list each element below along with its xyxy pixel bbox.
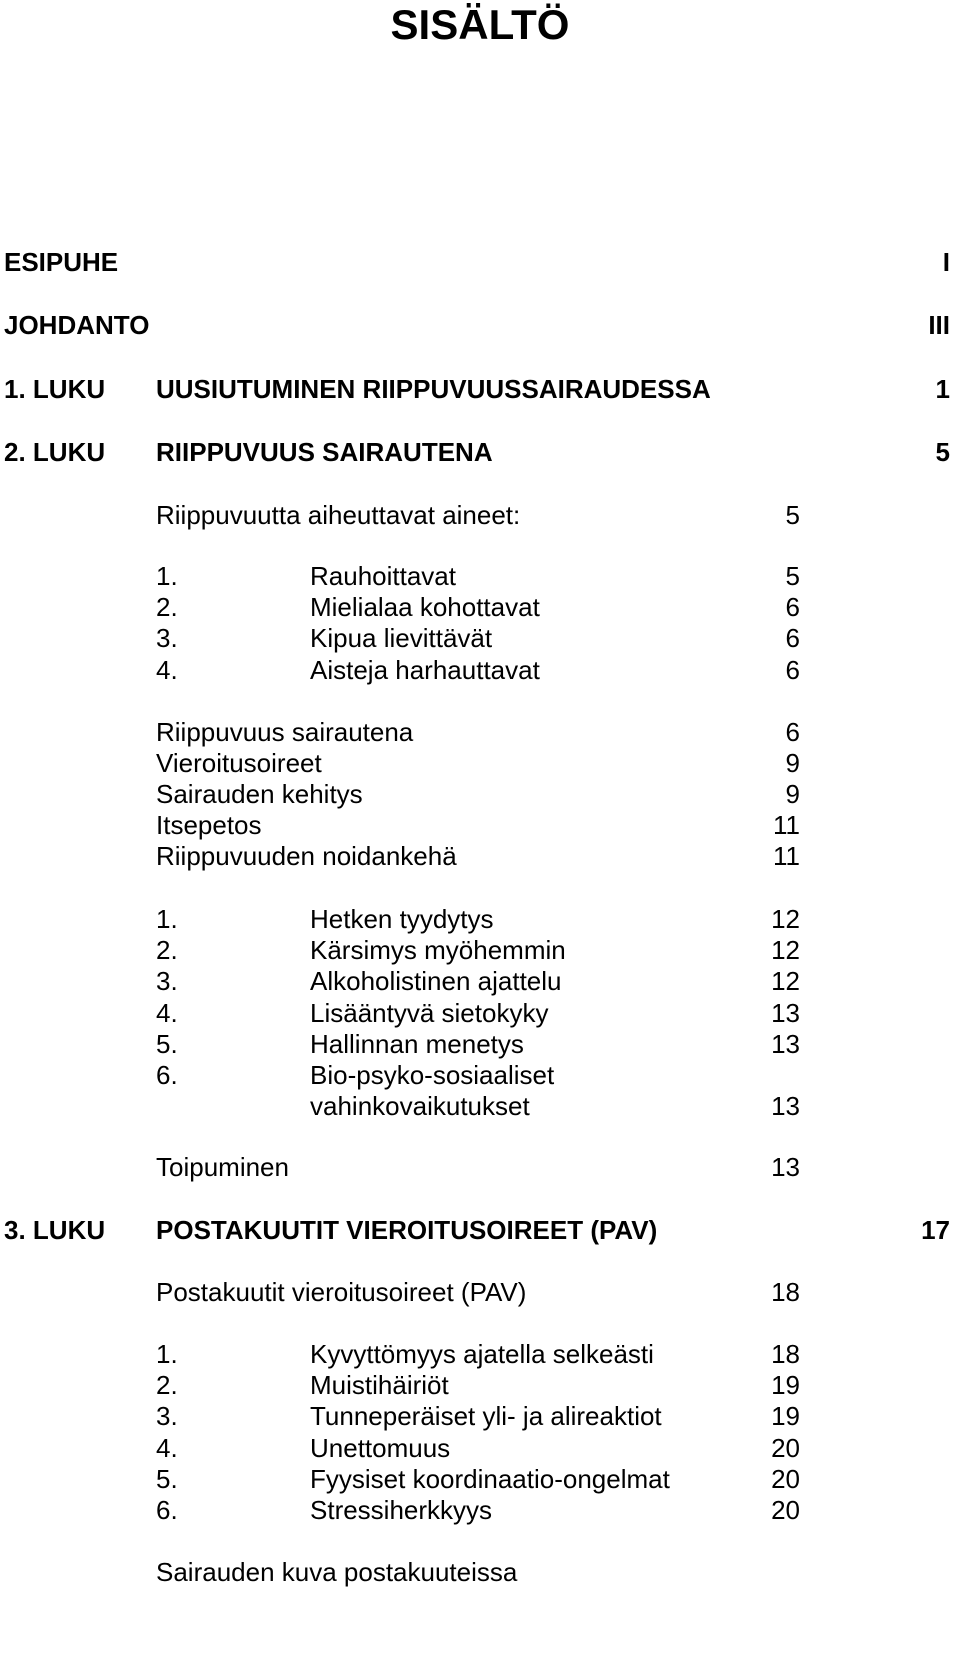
- toc-item: [0, 903, 960, 935]
- item-number: 1.: [156, 1339, 178, 1369]
- chapter-title: POSTAKUUTIT VIEROITUSOIREET (PAV): [156, 1215, 658, 1245]
- item-label: vahinkovaikutukset: [310, 1091, 530, 1121]
- item-label: Hetken tyydytys: [310, 904, 494, 934]
- chapter-number: 2. LUKU: [4, 437, 106, 467]
- toc-section: [0, 840, 960, 872]
- chapter-number: 1. LUKU: [4, 374, 106, 404]
- item-number: 2.: [156, 935, 178, 965]
- toc-label: JOHDANTO: [4, 310, 150, 340]
- toc-item: [0, 1059, 960, 1091]
- toc-page: 9: [785, 748, 800, 778]
- item-label: Muistihäiriöt: [310, 1370, 449, 1400]
- toc-item: [0, 997, 960, 1029]
- toc-item: [0, 1338, 960, 1370]
- toc-chapter-3: [0, 1214, 960, 1246]
- toc-item: [0, 654, 960, 686]
- toc-section: [0, 499, 960, 531]
- chapter-number: 3. LUKU: [4, 1215, 106, 1245]
- item-label: Hallinnan menetys: [310, 1029, 524, 1059]
- section-label: Sairauden kehitys: [156, 779, 363, 809]
- toc-page: 13: [771, 1091, 800, 1121]
- toc-page: 19: [771, 1401, 800, 1431]
- page-title: SISÄLTÖ: [390, 1, 570, 48]
- toc-section: [0, 1151, 960, 1183]
- toc-page: 13: [771, 998, 800, 1028]
- toc-page: 5: [935, 437, 950, 467]
- toc-page: 5: [785, 561, 800, 591]
- toc-entry-johdanto: [0, 309, 960, 341]
- item-number: 3.: [156, 966, 178, 996]
- item-number: 3.: [156, 623, 178, 653]
- toc-page: 12: [771, 904, 800, 934]
- item-label: Tunneperäiset yli- ja alireaktiot: [310, 1401, 662, 1431]
- toc-page: 13: [771, 1029, 800, 1059]
- toc-page: 18: [771, 1339, 800, 1369]
- toc-item: [0, 1463, 960, 1495]
- item-label: Fyysiset koordinaatio-ongelmat: [310, 1464, 670, 1494]
- section-label: Vieroitusoireet: [156, 748, 322, 778]
- item-label: Stressiherkkyys: [310, 1495, 493, 1525]
- toc-section: [0, 716, 960, 748]
- section-label: Riippuvuuden noidankehä: [156, 841, 457, 871]
- item-label: Alkoholistinen ajattelu: [310, 966, 562, 996]
- toc-page: 5: [785, 500, 800, 530]
- item-label: Unettomuus: [310, 1433, 451, 1463]
- item-number: 4.: [156, 1433, 178, 1463]
- toc-page: 1: [935, 374, 950, 404]
- toc-page: I: [942, 247, 950, 277]
- section-label: Riippuvuutta aiheuttavat aineet:: [156, 500, 521, 530]
- toc-page: 11: [773, 810, 800, 840]
- item-label: Kyvyttömyys ajatella selkeästi: [310, 1339, 654, 1369]
- toc-entry-esipuhe: [0, 246, 960, 278]
- toc-section: [0, 1556, 960, 1588]
- item-label: Bio-psyko-sosiaaliset: [310, 1060, 555, 1090]
- toc-item: [0, 1432, 960, 1464]
- item-number: 5.: [156, 1029, 178, 1059]
- chapter-title: UUSIUTUMINEN RIIPPUVUUSSAIRAUDESSA: [156, 374, 711, 404]
- toc-page: 17: [921, 1215, 950, 1245]
- toc-item: [0, 965, 960, 997]
- toc-page: 13: [771, 1152, 800, 1182]
- item-number: 2.: [156, 1370, 178, 1400]
- toc-item: [0, 1369, 960, 1401]
- toc-item: [0, 560, 960, 592]
- toc-label: ESIPUHE: [4, 247, 119, 277]
- toc-item: [0, 934, 960, 966]
- item-number: 4.: [156, 998, 178, 1028]
- toc-page: III: [928, 310, 950, 340]
- toc-page: 6: [785, 623, 800, 653]
- section-label: Sairauden kuva postakuuteissa: [156, 1557, 518, 1587]
- toc-item: [0, 1494, 960, 1526]
- toc-chapter-2: [0, 436, 960, 468]
- toc-page: 20: [771, 1433, 800, 1463]
- item-label: Aisteja harhauttavat: [310, 655, 540, 685]
- toc-item: [0, 1028, 960, 1060]
- toc-section: [0, 778, 960, 810]
- section-label: Riippuvuus sairautena: [156, 717, 414, 747]
- toc-item: [0, 622, 960, 654]
- section-label: Toipuminen: [156, 1152, 289, 1182]
- item-number: 5.: [156, 1464, 178, 1494]
- toc-page: 19: [771, 1370, 800, 1400]
- section-label: Postakuutit vieroitusoireet (PAV): [156, 1277, 527, 1307]
- chapter-title: RIIPPUVUUS SAIRAUTENA: [156, 437, 493, 467]
- item-number: 6.: [156, 1495, 178, 1525]
- toc-section: [0, 747, 960, 779]
- toc-section: [0, 809, 960, 841]
- toc-page: 6: [785, 655, 800, 685]
- item-label: Mielialaa kohottavat: [310, 592, 540, 622]
- item-number: 3.: [156, 1401, 178, 1431]
- toc-item: [0, 1400, 960, 1432]
- item-number: 6.: [156, 1060, 178, 1090]
- item-number: 4.: [156, 655, 178, 685]
- toc-page: 18: [771, 1277, 800, 1307]
- toc-chapter-1: [0, 373, 960, 405]
- toc-page: 12: [771, 966, 800, 996]
- toc-page: 12: [771, 935, 800, 965]
- item-label: Kärsimys myöhemmin: [310, 935, 566, 965]
- toc-item-continuation: [0, 1090, 960, 1122]
- toc-page: 6: [785, 592, 800, 622]
- item-number: 2.: [156, 592, 178, 622]
- item-label: Rauhoittavat: [310, 561, 456, 591]
- item-label: Lisääntyvä sietokyky: [310, 998, 549, 1028]
- toc-page: 20: [771, 1464, 800, 1494]
- toc-item: [0, 591, 960, 623]
- toc-page: 20: [771, 1495, 800, 1525]
- item-number: 1.: [156, 561, 178, 591]
- toc-page: 9: [785, 779, 800, 809]
- section-label: Itsepetos: [156, 810, 262, 840]
- item-label: Kipua lievittävät: [310, 623, 493, 653]
- toc-page: 11: [773, 841, 800, 871]
- item-number: 1.: [156, 904, 178, 934]
- toc-page: 6: [785, 717, 800, 747]
- toc-section: [0, 1276, 960, 1308]
